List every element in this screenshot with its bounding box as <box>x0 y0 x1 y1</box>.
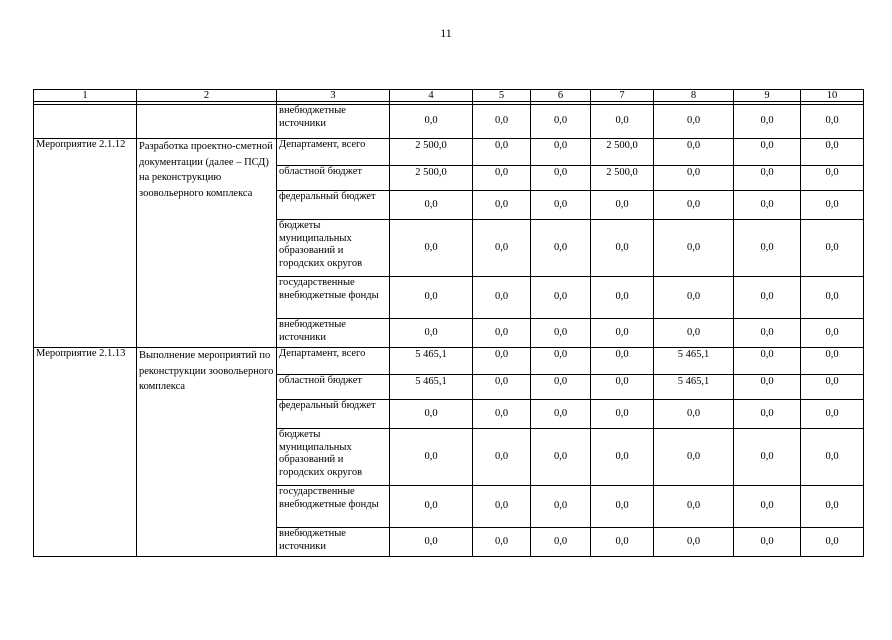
table-row <box>34 139 864 166</box>
value-cell: 0,0 <box>801 528 864 557</box>
value-cell: 0,0 <box>390 105 473 139</box>
value-cell: 2 500,0 <box>591 166 654 191</box>
value-cell: 0,0 <box>591 105 654 139</box>
column-header: 4 <box>390 90 473 102</box>
value-cell: 0,0 <box>390 429 473 486</box>
value-cell: 0,0 <box>654 319 734 348</box>
empty-cell <box>137 105 277 139</box>
value-cell: 0,0 <box>591 400 654 429</box>
value-cell: 0,0 <box>473 429 531 486</box>
event-code: Мероприятие 2.1.13 <box>34 348 137 557</box>
event-name: Выполнение мероприятий по реконструкции зоовольерного комплекса <box>137 348 277 557</box>
value-cell: 0,0 <box>591 486 654 528</box>
value-cell: 0,0 <box>801 348 864 375</box>
funding-source-label: внебюджетные источники <box>277 319 390 348</box>
value-cell: 0,0 <box>801 486 864 528</box>
value-cell: 0,0 <box>734 105 801 139</box>
value-cell: 0,0 <box>654 191 734 220</box>
value-cell: 0,0 <box>801 429 864 486</box>
value-cell: 0,0 <box>531 375 591 400</box>
empty-cell <box>34 105 137 139</box>
column-header: 7 <box>591 90 654 102</box>
value-cell: 0,0 <box>734 400 801 429</box>
value-cell: 0,0 <box>473 105 531 139</box>
funding-source-label: областной бюджет <box>277 375 390 400</box>
value-cell: 0,0 <box>801 400 864 429</box>
funding-source-label: бюджеты муниципальных образований и городских округов <box>277 429 390 486</box>
value-cell: 0,0 <box>531 528 591 557</box>
value-cell: 0,0 <box>591 191 654 220</box>
value-cell: 0,0 <box>531 166 591 191</box>
value-cell: 0,0 <box>654 139 734 166</box>
value-cell: 0,0 <box>654 486 734 528</box>
column-header: 9 <box>734 90 801 102</box>
value-cell: 0,0 <box>473 139 531 166</box>
value-cell: 2 500,0 <box>591 139 654 166</box>
funding-source-label: внебюджетные источники <box>277 528 390 557</box>
column-header: 6 <box>531 90 591 102</box>
value-cell: 0,0 <box>531 486 591 528</box>
value-cell: 0,0 <box>734 277 801 319</box>
value-cell: 0,0 <box>801 220 864 277</box>
value-cell: 0,0 <box>390 191 473 220</box>
value-cell: 0,0 <box>531 348 591 375</box>
value-cell: 0,0 <box>531 191 591 220</box>
funding-source-label: государственные внебюджетные фонды <box>277 486 390 528</box>
value-cell: 0,0 <box>390 220 473 277</box>
funding-source-label: внебюджетные источники <box>277 105 390 139</box>
value-cell: 0,0 <box>390 528 473 557</box>
value-cell: 0,0 <box>654 429 734 486</box>
funding-source-label: федеральный бюджет <box>277 191 390 220</box>
event-code: Мероприятие 2.1.12 <box>34 139 137 348</box>
value-cell: 0,0 <box>801 105 864 139</box>
value-cell: 0,0 <box>390 319 473 348</box>
value-cell: 0,0 <box>591 429 654 486</box>
column-header: 5 <box>473 90 531 102</box>
value-cell: 0,0 <box>734 319 801 348</box>
value-cell: 5 465,1 <box>654 348 734 375</box>
value-cell: 0,0 <box>654 277 734 319</box>
page-number: 11 <box>440 26 452 40</box>
funding-source-label: областной бюджет <box>277 166 390 191</box>
table-body <box>34 90 864 557</box>
value-cell: 0,0 <box>734 220 801 277</box>
value-cell: 0,0 <box>654 105 734 139</box>
value-cell: 0,0 <box>734 139 801 166</box>
column-header: 3 <box>277 90 390 102</box>
value-cell: 0,0 <box>390 400 473 429</box>
table-row <box>34 348 864 375</box>
funding-source-label: государственные внебюджетные фонды <box>277 277 390 319</box>
value-cell: 0,0 <box>473 348 531 375</box>
value-cell: 0,0 <box>591 319 654 348</box>
value-cell: 2 500,0 <box>390 139 473 166</box>
value-cell: 0,0 <box>473 319 531 348</box>
value-cell: 0,0 <box>390 277 473 319</box>
value-cell: 0,0 <box>473 486 531 528</box>
value-cell: 0,0 <box>473 191 531 220</box>
value-cell: 0,0 <box>801 319 864 348</box>
value-cell: 0,0 <box>390 486 473 528</box>
value-cell: 0,0 <box>801 375 864 400</box>
value-cell: 0,0 <box>734 375 801 400</box>
value-cell: 0,0 <box>734 166 801 191</box>
value-cell: 0,0 <box>654 166 734 191</box>
value-cell: 0,0 <box>473 375 531 400</box>
value-cell: 0,0 <box>531 319 591 348</box>
header-row <box>34 90 864 102</box>
carryover-row <box>34 105 864 139</box>
value-cell: 0,0 <box>654 528 734 557</box>
value-cell: 0,0 <box>591 277 654 319</box>
value-cell: 0,0 <box>591 220 654 277</box>
value-cell: 0,0 <box>591 375 654 400</box>
value-cell: 2 500,0 <box>390 166 473 191</box>
value-cell: 0,0 <box>734 528 801 557</box>
value-cell: 0,0 <box>531 400 591 429</box>
value-cell: 0,0 <box>734 429 801 486</box>
value-cell: 0,0 <box>654 220 734 277</box>
value-cell: 5 465,1 <box>654 375 734 400</box>
value-cell: 0,0 <box>801 277 864 319</box>
value-cell: 0,0 <box>734 191 801 220</box>
budget-table <box>33 89 864 557</box>
value-cell: 5 465,1 <box>390 375 473 400</box>
funding-source-label: бюджеты муниципальных образований и городских округов <box>277 220 390 277</box>
value-cell: 0,0 <box>473 400 531 429</box>
value-cell: 0,0 <box>591 348 654 375</box>
value-cell: 0,0 <box>801 191 864 220</box>
value-cell: 0,0 <box>473 166 531 191</box>
value-cell: 0,0 <box>801 166 864 191</box>
value-cell: 0,0 <box>531 277 591 319</box>
column-header: 2 <box>137 90 277 102</box>
column-header: 10 <box>801 90 864 102</box>
funding-source-label: Департамент, всего <box>277 348 390 375</box>
value-cell: 0,0 <box>654 400 734 429</box>
column-header: 1 <box>34 90 137 102</box>
value-cell: 0,0 <box>531 220 591 277</box>
value-cell: 0,0 <box>473 277 531 319</box>
funding-source-label: Департамент, всего <box>277 139 390 166</box>
value-cell: 0,0 <box>531 139 591 166</box>
value-cell: 0,0 <box>473 220 531 277</box>
event-name: Разработка проектно-сметной документации (далее – ПСД) на реконструкцию зоовольерного комплекса <box>137 139 277 348</box>
value-cell: 0,0 <box>531 105 591 139</box>
value-cell: 5 465,1 <box>390 348 473 375</box>
funding-source-label: федеральный бюджет <box>277 400 390 429</box>
value-cell: 0,0 <box>473 528 531 557</box>
column-header: 8 <box>654 90 734 102</box>
value-cell: 0,0 <box>734 486 801 528</box>
value-cell: 0,0 <box>801 139 864 166</box>
value-cell: 0,0 <box>734 348 801 375</box>
value-cell: 0,0 <box>531 429 591 486</box>
value-cell: 0,0 <box>591 528 654 557</box>
